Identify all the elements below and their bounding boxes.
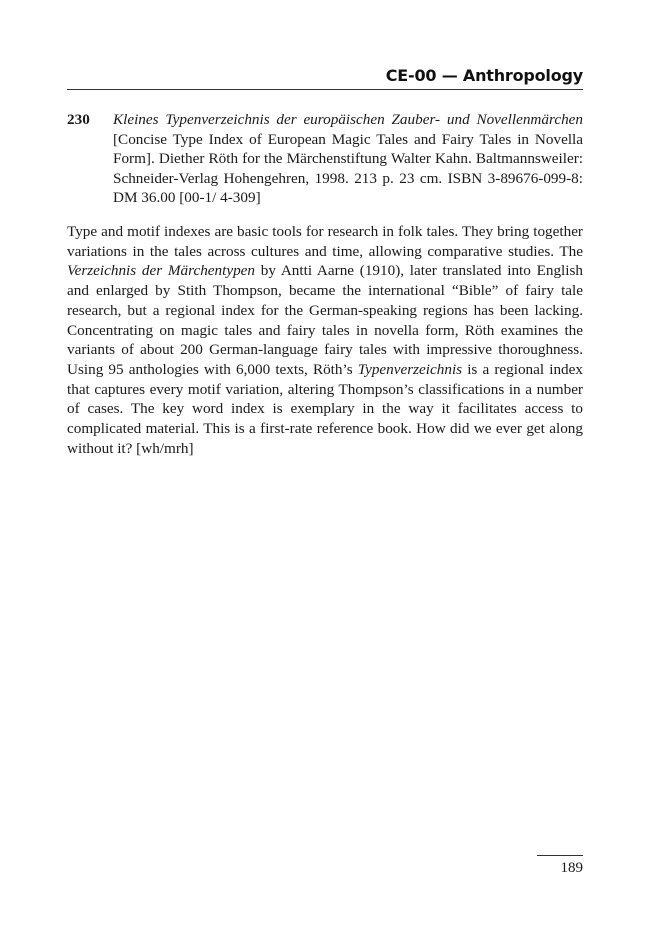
entry-citation [113,110,583,208]
review-text-part-2: by Antti Aarne (1910), later translated into English and enlarged by Stith Thompson, became the international “Bible” of fairy tale research, but a regional index for the German-speaking regions has been lacking. Concentrating on magic tales and fairy tales in novella form, Röth examines the variants of about 200 German-language fairy tales with impressive thoroughness. Using 95 anthologies with 6,000 texts, Röth’s [67,262,583,378]
bibliographic-entry [67,110,583,208]
citation-details: [Concise Type Index of European Magic Tales and Fairy Tales in Novella Form]. Diether Röth for the Märchenstiftung Walter Kahn. Baltmannsweiler: Schneider-Verlag Hohengehren, 1998. 213 p. 23 cm. ISBN 3-89676-099-8: DM 36.00 [00-1/ 4-309] [113,130,583,207]
review-text-part-1: Type and motif indexes are basic tools for research in folk tales. They bring together variations in the tales across cultures and time, allowing comparative studies. The [67,223,583,260]
header-rule [67,89,583,90]
cited-work-title-roth: Typenverzeichnis [357,360,463,378]
cited-work-title-aarne: Verzeichnis der Märchentypen [67,262,256,280]
review-text-part-3: is a regional index that captures every motif variation, altering Thompson’s classifications in a number of cases. The key word index is exemplary in the way it facilitates access to complicated material. This is a first-rate reference book. How did we ever get along without it? [wh/mrh] [67,360,583,457]
review-paragraph [67,222,583,458]
book-title: Kleines Typenverzeichnis der europäischen Zauber- und Novellenmärchen [113,111,583,128]
entry-number: 230 [67,111,90,128]
footer-rule [537,855,583,856]
page-number: 189 [560,860,583,876]
running-header-title: CE-00 — Anthropology [385,66,583,85]
